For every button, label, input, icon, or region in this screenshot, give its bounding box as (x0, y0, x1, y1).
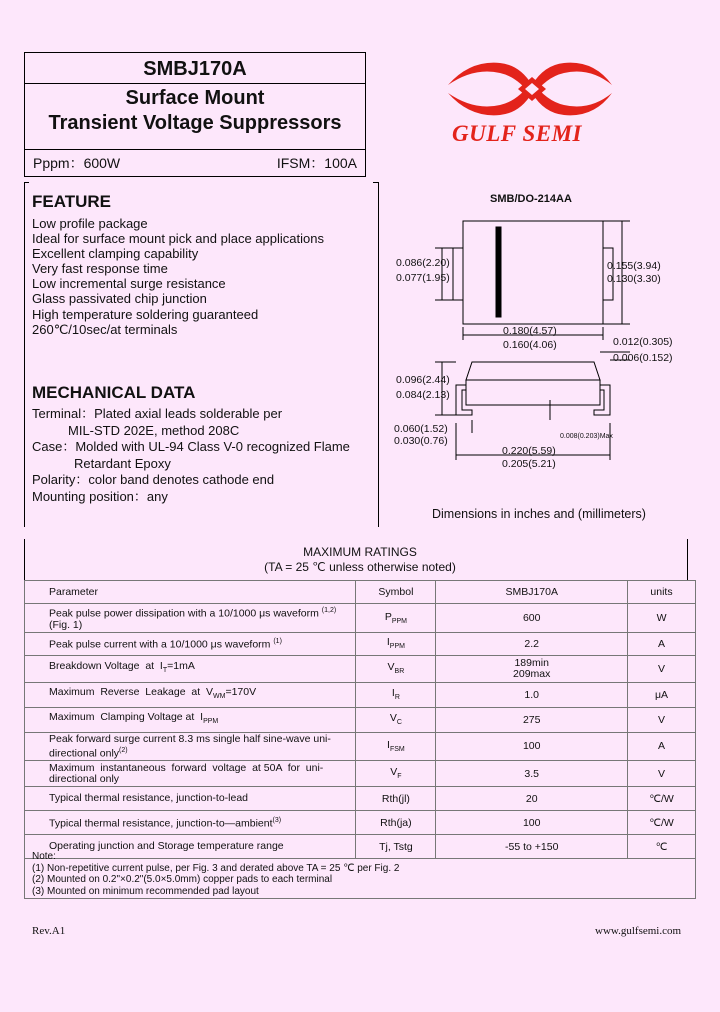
row-value: 20 (436, 787, 628, 811)
dim-lead-min: 0.006(0.152) (613, 352, 673, 364)
feature-item: Low incremental surge resistance (32, 276, 226, 292)
table-row (25, 682, 696, 707)
dim-standoff: 0.008(0.203)Max (560, 433, 613, 440)
mechanical-line: Case：Molded with UL-94 Class V-0 recognized Flame (32, 439, 350, 455)
row-unit: A (628, 632, 696, 655)
quick-ratings (25, 149, 365, 178)
dim-lead-max: 0.012(0.305) (613, 336, 673, 348)
row-value: 1.0 (436, 682, 628, 707)
row-value: 100 (436, 732, 628, 761)
mechanical-line: Polarity：color band denotes cathode end (32, 472, 275, 488)
mechanical-heading: MECHANICAL DATA (32, 383, 196, 402)
row-parameter: Maximum Reverse Leakage at $V_{WM}=170V$ (25, 682, 356, 707)
row-unit: W (628, 604, 696, 633)
row-parameter: Operating junction and Storage temperature range (25, 835, 356, 859)
row-parameter: Peak pulse current with a 10/1000 μs waveform $^{(1)}$ (25, 632, 356, 655)
header-value: SMBJ170A (436, 581, 628, 604)
note-line: (3) Mounted on minimum recommended pad layout (32, 885, 259, 897)
mechanical-list (32, 406, 350, 506)
dim-length-min: 0.160(4.06) (503, 339, 557, 351)
dim-width-max: 0.155(3.94) (607, 260, 661, 272)
feature-item: Glass passivated chip junction (32, 291, 207, 307)
title-line-2: Transient Voltage Suppressors (48, 112, 342, 134)
row-parameter (25, 604, 356, 633)
dim-foot-min: 0.030(0.76) (394, 435, 448, 447)
mechanical-line: Terminal：Plated axial leads solderable per (32, 406, 283, 421)
feature-list (32, 216, 324, 337)
dim-foot-max: 0.060(1.52) (394, 423, 448, 435)
row-unit: V (628, 707, 696, 732)
title-line-1: Surface Mount (125, 87, 265, 109)
row-value: 100 (436, 811, 628, 835)
mechanical-line: Retardant Epoxy (74, 455, 171, 471)
table-row (25, 811, 696, 835)
note-line: Note: (32, 851, 56, 862)
dim-body-height-max: 0.096(2.44) (396, 374, 450, 386)
note-line: (2) Mounted on 0.2"×0.2"(5.0×5.0mm) copper pads to each terminal (32, 874, 333, 885)
ifsm-rating: IFSM：100A (276, 155, 357, 171)
row-value: 275 (436, 707, 628, 732)
package-name: SMB/DO-214AA (490, 193, 572, 205)
row-value: 189min 209max (436, 655, 628, 682)
row-unit: V (628, 761, 696, 787)
row-value: -55 to +150 (436, 835, 628, 859)
pppm-rating: Pppm：600W (33, 155, 121, 171)
table-row (25, 761, 696, 787)
dimension-caption: Dimensions in inches and (millimeters) (432, 507, 646, 521)
row-unit: ℃ (628, 835, 696, 859)
table-row (25, 632, 696, 655)
row-parameter: Typical thermal resistance, junction-to—ambient$^{(3)}$ (25, 811, 356, 835)
header-symbol: Symbol (356, 581, 436, 604)
mechanical-line: MIL-STD 202E, method 208C (68, 422, 240, 438)
feature-item: Very fast response time (32, 261, 168, 277)
row-symbol: $V_F$ (356, 761, 436, 787)
row-symbol: $V_{BR}$ (356, 655, 436, 682)
mechanical-line: Mounting position：any (32, 488, 168, 504)
dim-total-max: 0.220(5.59) (502, 445, 556, 457)
ratings-subtitle: (TA = 25 ℃ unless otherwise noted) (264, 560, 456, 574)
dim-body-height-min: 0.084(2.13) (396, 389, 450, 401)
row-unit: V (628, 655, 696, 682)
table-row (25, 707, 696, 732)
company-logo (440, 55, 620, 150)
dim-height-min: 0.077(1.95) (396, 272, 450, 284)
brand-name: GULF SEMI (452, 121, 582, 146)
gulf-semi-logo-icon (440, 55, 620, 130)
row-symbol: $P_{PPM}$ (356, 604, 436, 633)
ratings-table (24, 580, 696, 859)
row-unit: μA (628, 682, 696, 707)
dim-total-min: 0.205(5.21) (502, 458, 556, 470)
header-parameter: Parameter (25, 581, 356, 604)
frame-left-rule (24, 182, 25, 527)
frame-tick (24, 182, 29, 183)
row-value: 3.5 (436, 761, 628, 787)
row-value: 2.2 (436, 632, 628, 655)
row-symbol: Rth(jl) (356, 787, 436, 811)
row-value: 600 (436, 604, 628, 633)
table-row (25, 787, 696, 811)
feature-heading: FEATURE (32, 192, 112, 211)
part-number: SMBJ170A (25, 53, 365, 84)
param-text: (Fig. 1) (49, 618, 83, 631)
table-row (25, 732, 696, 761)
row-parameter: Maximum instantaneous forward voltage at 50A for uni- directional only (25, 761, 356, 787)
table-row (25, 604, 696, 633)
ratings-title: MAXIMUM RATINGS (303, 545, 417, 559)
title-box (24, 52, 366, 177)
note-line: (1) Non-repetitive current pulse, per Fig. 3 and derated above TA = 25 ℃ per Fig. 2 (32, 862, 400, 874)
row-unit: A (628, 732, 696, 761)
row-parameter: Peak forward surge current 8.3 ms single half sine-wave uni- directional only$^{(2)}$ (25, 732, 356, 761)
frame-tick (373, 182, 378, 183)
notes (32, 851, 399, 897)
row-parameter: Typical thermal resistance, junction-to-lead (25, 787, 356, 811)
row-symbol: Tj, Tstg (356, 835, 436, 859)
feature-item: Excellent clamping capability (32, 246, 199, 262)
row-parameter: Breakdown Voltage at $I_T=1mA$ (25, 655, 356, 682)
footnote-ref: (1,2) (321, 607, 337, 614)
table-row (25, 655, 696, 682)
feature-item: Ideal for surface mount pick and place applications (32, 231, 324, 247)
feature-item: High temperature soldering guaranteed (32, 306, 259, 322)
dim-height-max: 0.086(2.20) (396, 257, 450, 269)
header-units: units (628, 581, 696, 604)
dim-length-max: 0.180(4.57) (503, 325, 557, 337)
row-unit: ℃/W (628, 787, 696, 811)
row-symbol: $V_C$ (356, 707, 436, 732)
feature-item: 260℃/10sec/at terminals (32, 321, 178, 337)
row-symbol: $I_R$ (356, 682, 436, 707)
product-title (25, 86, 365, 136)
param-text: Peak pulse power dissipation with a 10/1000 μs waveform (49, 607, 322, 620)
feature-item: Low profile package (32, 216, 148, 231)
table-header-row (25, 581, 696, 604)
row-unit: ℃/W (628, 811, 696, 835)
row-symbol: Rth(ja) (356, 811, 436, 835)
frame-right-rule (378, 182, 379, 527)
row-symbol: $I_{FSM}$ (356, 732, 436, 761)
row-symbol: $I_{PPM}$ (356, 632, 436, 655)
row-parameter: Maximum Clamping Voltage at $I_{PPM}$ (25, 707, 356, 732)
website-link[interactable]: www.gulfsemi.com (595, 925, 682, 937)
revision: Rev.A1 (32, 925, 66, 937)
dim-width-min: 0.130(3.30) (607, 273, 661, 285)
